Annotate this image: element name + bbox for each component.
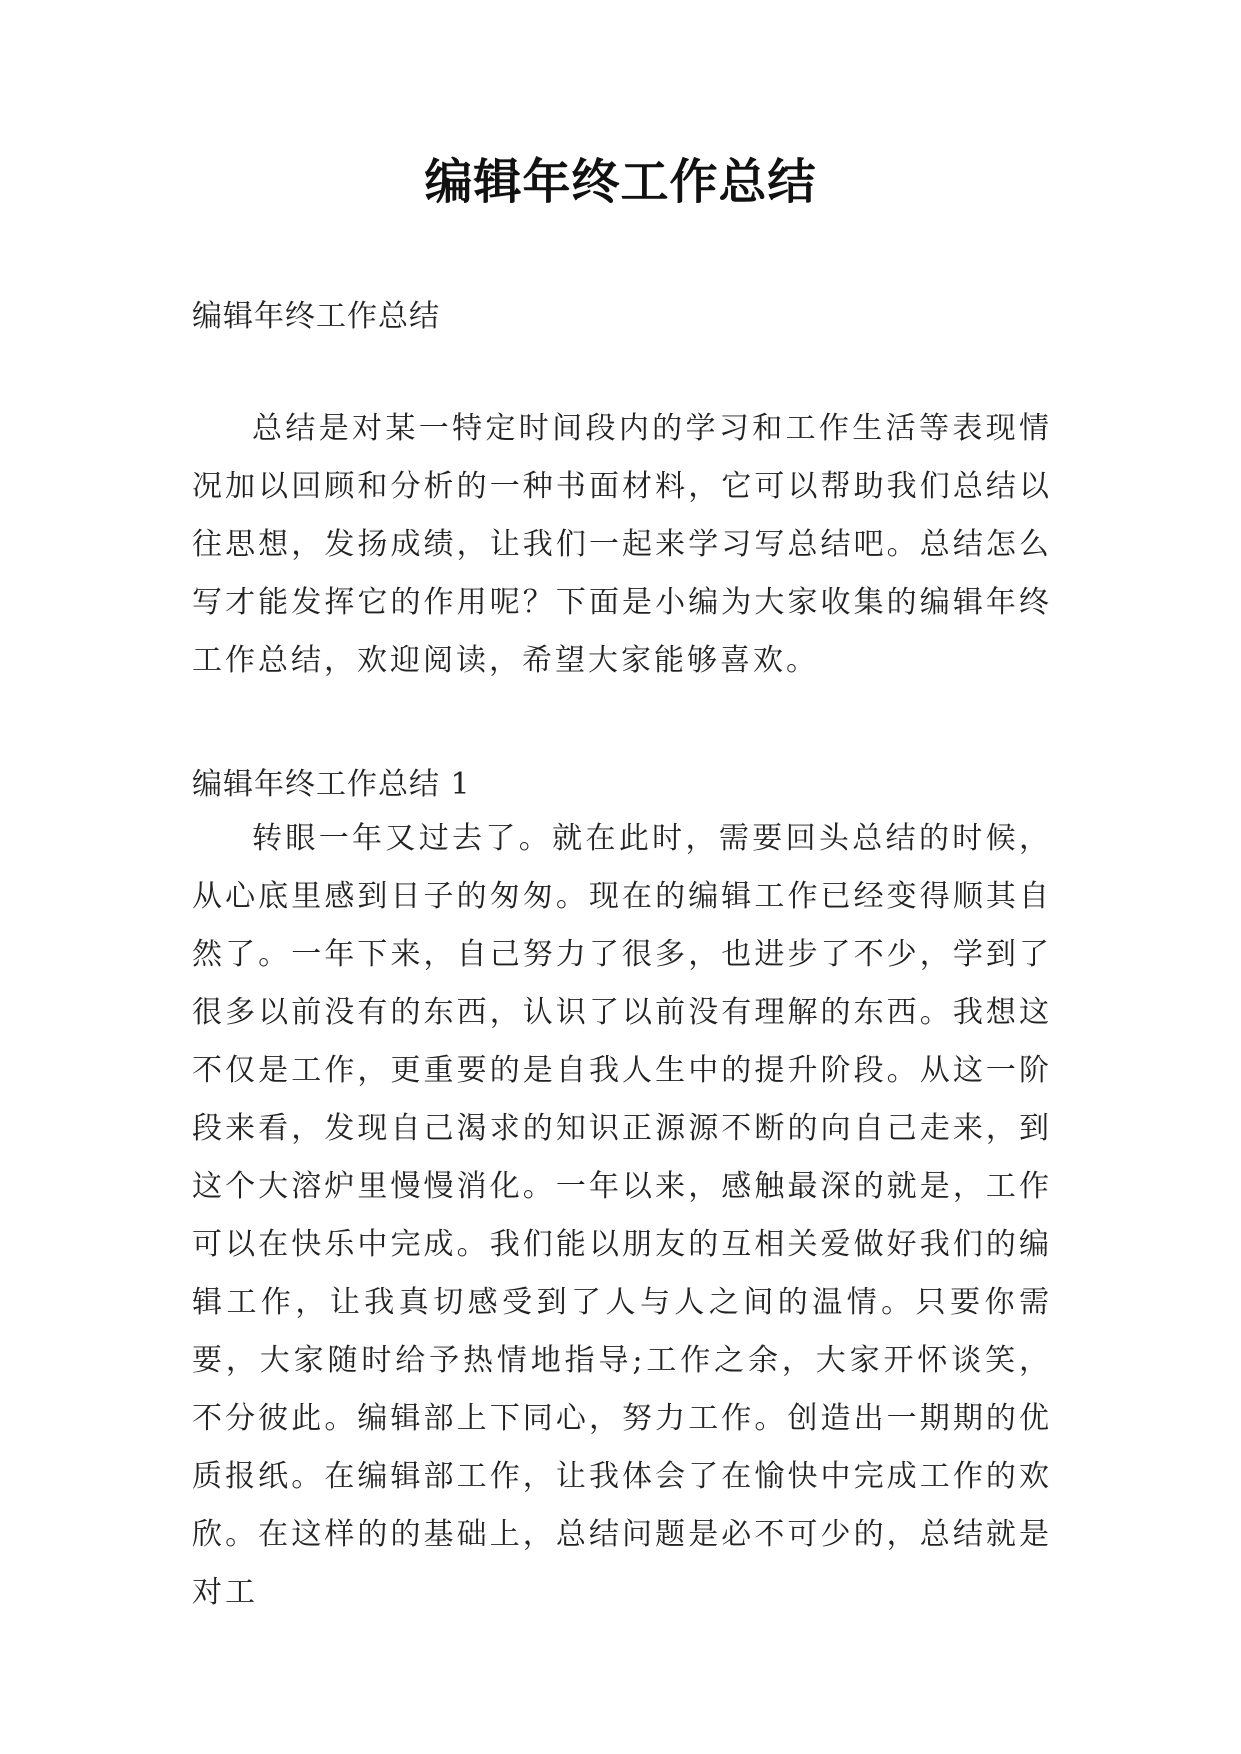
- section-1-paragraph: [192, 810, 1052, 1622]
- section-1-text: 转眼一年又过去了。就在此时，需要回头总结的时候，从心底里感到日子的匆匆。现在的编辑工作已经变得顺其自然了。一年下来，自己努力了很多，也进步了不少，学到了很多以前没有的东西，认识了以前没有理解的东西。我想这不仅是工作，更重要的是自我人生中的提升阶段。从这一阶段来看，发现自己渴求的知识正源源不断的向自己走来，到这个大溶炉里慢慢消化。一年以来，感触最深的就是，工作可以在快乐中完成。我们能以朋友的互相关爱做好我们的编辑工作，让我真切感受到了人与人之间的温情。只要你需要，大家随时给予热情地指导;工作之余，大家开怀谈笑，不分彼此。编辑部上下同心，努力工作。创造出一期期的优质报纸。在编辑部工作，让我体会了在愉快中完成工作的欢欣。在这样的的基础上，总结问题是必不可少的，总结就是对工: [192, 821, 1052, 1610]
- intro-paragraph: [192, 400, 1052, 690]
- document-title: 编辑年终工作总结: [424, 154, 817, 210]
- document-subheading: [192, 288, 1052, 346]
- intro-text: 总结是对某一特定时间段内的学习和工作生活等表现情况加以回顾和分析的一种书面材料，它可以帮助我们总结以往思想，发扬成绩，让我们一起来学习写总结吧。总结怎么写才能发挥它的作用呢？下面是小编为大家收集的编辑年终工作总结，欢迎阅读，希望大家能够喜欢。: [192, 411, 1052, 678]
- section-1-heading: [192, 756, 1052, 814]
- section-1-heading-text: 编辑年终工作总结 1: [192, 767, 471, 802]
- subheading-text: 编辑年终工作总结: [192, 299, 440, 334]
